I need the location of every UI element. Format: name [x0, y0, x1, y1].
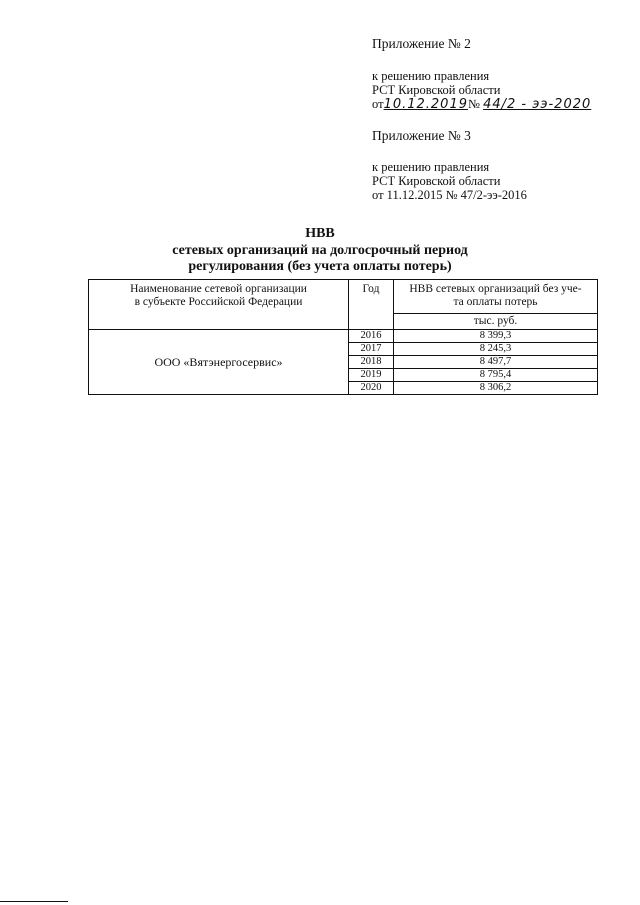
- appendix2-date-number-line: [372, 97, 591, 112]
- header-organization-line1: Наименование сетевой организации: [130, 283, 307, 295]
- year-cell: 2018: [349, 356, 394, 369]
- appendix2-decision-line: к решению правления: [372, 69, 490, 83]
- organization-name: ООО «Вятэнергосервис»: [89, 330, 349, 395]
- value-cell: 8 399,3: [394, 330, 598, 343]
- heading-period: регулирования (без учета оплаты потерь): [188, 259, 452, 274]
- header-organization-line2: в субъекте Российской Федерации: [134, 296, 303, 308]
- appendix2-title: Приложение № 2: [372, 36, 471, 51]
- heading-subtitle: сетевых организаций на долгосрочный период: [172, 243, 468, 258]
- appendix3-title: Приложение № 3: [372, 128, 471, 143]
- header-unit: тыс. руб.: [394, 313, 598, 329]
- table-row: [89, 330, 598, 343]
- year-cell: 2017: [349, 343, 394, 356]
- appendix2-number-sign: №: [468, 97, 480, 111]
- appendix2-authority-line: РСТ Кировской области: [372, 83, 501, 97]
- header-nvv-line1: НВВ сетевых организаций без уче-: [409, 283, 582, 296]
- header-nvv-line2: та оплаты потерь: [453, 296, 538, 309]
- heading-nvv: НВВ: [305, 226, 335, 241]
- header-organization: [89, 280, 349, 330]
- header-year: Год: [349, 280, 394, 330]
- year-cell: 2019: [349, 369, 394, 382]
- appendix2-handwritten-number: 44/2 - ээ-2020: [483, 97, 592, 112]
- appendix3-date-number-line: от 11.12.2015 № 47/2-ээ-2016: [372, 188, 527, 202]
- table-header-row: [89, 280, 598, 314]
- appendix3-authority-line: РСТ Кировской области: [372, 174, 501, 188]
- appendix3-decision-line: к решению правления: [372, 160, 490, 174]
- appendix2-from-label: от: [372, 97, 384, 111]
- footer-divider: [0, 901, 68, 902]
- header-nvv: [394, 280, 598, 314]
- value-cell: 8 245,3: [394, 343, 598, 356]
- value-cell: 8 497,7: [394, 356, 598, 369]
- value-cell: 8 306,2: [394, 382, 598, 395]
- appendix2-handwritten-date: 10.12.2019: [383, 97, 468, 112]
- year-cell: 2020: [349, 382, 394, 395]
- year-cell: 2016: [349, 330, 394, 343]
- nvv-table: [88, 279, 598, 395]
- value-cell: 8 795,4: [394, 369, 598, 382]
